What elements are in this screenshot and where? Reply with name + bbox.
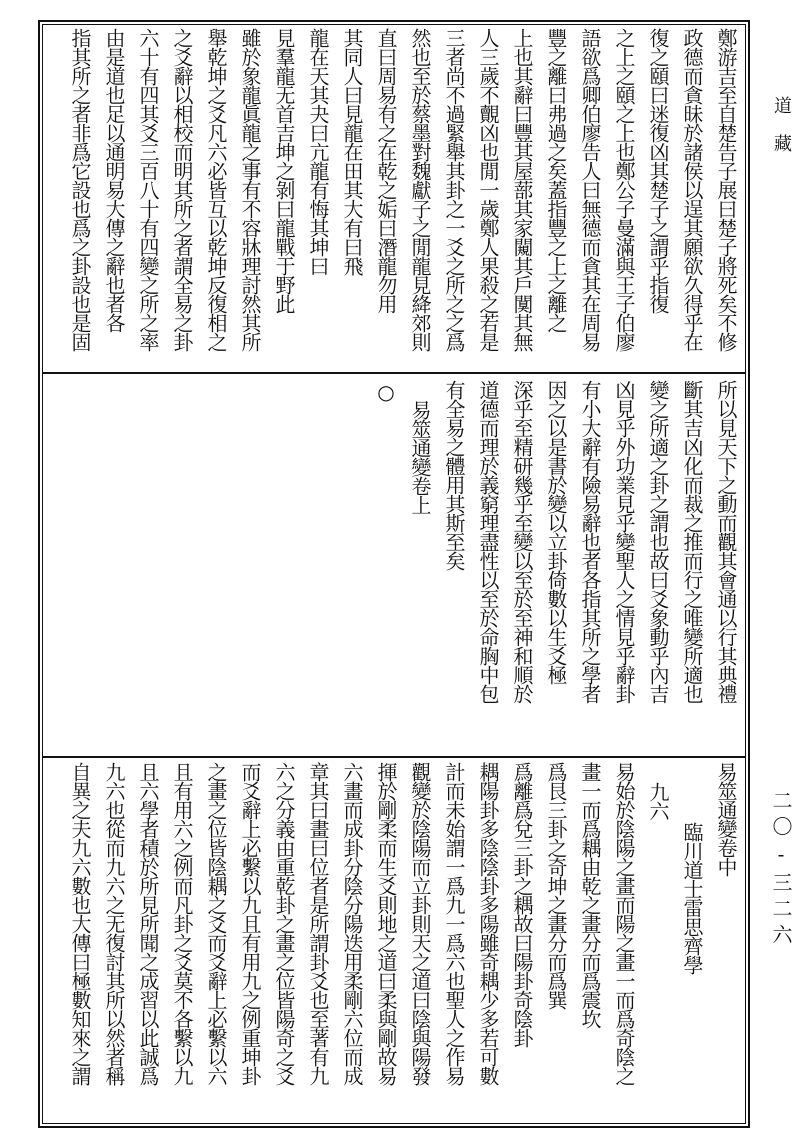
text-column: 指其所之者非爲它設也爲之卦設也是固	[68, 28, 92, 351]
text-column: 爲艮三卦之奇坤之畫分而爲巽	[544, 762, 568, 1009]
text-column: 九六也從而九六之无復討其所以然者稱	[102, 762, 126, 1085]
text-column: 斷其吉凶化而裁之推而行之唯變所適也	[680, 380, 704, 703]
text-column: 上也其辭曰豐其屋蔀其家闚其戶闃其無	[510, 28, 534, 351]
panel-divider	[42, 756, 746, 758]
text-column: 所以見天下之動而觀其會通以行其典禮	[714, 380, 738, 703]
text-column: 深乎至精研幾乎至變以至於至神和順於	[510, 380, 534, 703]
text-column: 變之所適之卦之謂也故曰爻象動乎內吉	[646, 380, 670, 703]
text-panel-top	[46, 28, 742, 368]
text-column: 觀變於陰陽而立卦則天之道曰陰與陽發	[408, 762, 432, 1085]
text-column: 計而未始謂一爲九一爲六也聖人之作易	[442, 762, 466, 1085]
text-column: 六畫而成卦分陰分陽迭用柔剛六位而成	[340, 762, 364, 1085]
text-column: 見羣龍无首吉坤之剝曰龍戰于野此	[272, 28, 296, 313]
text-column: 自異之夫九六數也大傳曰極數知來之謂	[68, 762, 92, 1085]
text-column: 之上之頤之上也鄭公子曼滿與王子伯廖	[612, 28, 636, 351]
text-panel-middle	[46, 380, 742, 752]
text-column: 鄭游吉至自楚告子展曰楚子將死矣不修	[714, 28, 738, 351]
text-column: 龍在天其夬曰亢龍有悔其坤曰	[306, 28, 330, 275]
text-column: 六十有四其爻三百八十有四變之所之率	[136, 28, 160, 351]
text-column: 直曰周易有之在乾之姤曰潛龍勿用	[374, 28, 398, 313]
text-column: 爲離爲兌三卦之耦故曰陽卦奇陰卦	[510, 762, 534, 1047]
text-column: 復之頤曰迷復凶其楚子之謂乎指復	[646, 28, 670, 313]
text-column: 之爻辭以相校而明其所之者謂全易之卦	[170, 28, 194, 351]
text-column: 章其曰畫曰位者是所謂卦爻也至著有九	[306, 762, 330, 1085]
text-column: 畫一而爲耦由乾之畫分而爲震坎	[578, 762, 602, 1028]
text-column: 然也至於蔡墨對魏獻子之閒龍見絳郊則	[408, 28, 432, 351]
text-column: 人三歲不覿凶也閒一歲鄭人果殺之若是	[476, 28, 500, 351]
text-column: 三者尚不過緊舉其卦之一爻之所之之爲	[442, 28, 466, 351]
text-column: 其同人曰見龍在田其大有曰飛	[340, 28, 364, 275]
text-column: 凶見乎外功業見乎變聖人之情見乎辭卦	[612, 380, 636, 703]
text-column: 舉乾坤之爻凡六必皆互以乾坤反復相之	[204, 28, 228, 351]
text-column: 因之以是書於變以立卦倚數以生爻極	[544, 380, 568, 684]
text-column: 且有用六之例而凡卦之爻莫不各繫以九	[170, 762, 194, 1085]
text-column: 而爻辭上必繫以九且有用九之例重坤卦	[238, 762, 262, 1085]
panel-divider	[42, 372, 746, 374]
volume-title: 易筮通變卷中	[714, 762, 738, 876]
text-panel-bottom	[46, 762, 742, 1122]
collection-title: 道藏	[771, 96, 792, 172]
text-column: 且六學者積於所見所聞之成習以此誠爲	[136, 762, 160, 1085]
text-column: 豐之離曰弗過之矣蓋指豐之上之離之	[544, 28, 568, 332]
volume-end-title: 易筮通變卷上	[408, 400, 432, 514]
text-column: 由是道也足以通明易大傳之辭也者各	[102, 28, 126, 332]
text-column: 道德而理於義窮理盡性以至於命胸中包	[476, 380, 500, 703]
text-column: 揮於剛柔而生爻則地之道曰柔與剛故易	[374, 762, 398, 1085]
text-column: 有小大辭有險易辭也者各指其所之學者	[578, 380, 602, 703]
text-column: 語欲爲卿伯廖告人曰無德而貪其在周易	[578, 28, 602, 351]
end-marker: ○	[374, 380, 398, 403]
text-column: 有全易之體用其斯至矣	[442, 380, 466, 570]
section-heading: 九六	[646, 782, 670, 820]
text-column: 耦陽卦多陰陰卦多陽雖奇耦少多若可數	[476, 762, 500, 1085]
text-column: 易始於陰陽之畫而陽之畫一而爲奇陰之	[612, 762, 636, 1085]
page-number: 二〇-三二六	[769, 790, 793, 950]
text-column: 雖於象龍眞龍之事有不容牀理討然其所	[238, 28, 262, 351]
text-column: 之畫之位皆陰耦之爻而爻辭上必繫以六	[204, 762, 228, 1085]
text-column: 政德而貪昧於諸侯以逞其願欲久得乎在	[680, 28, 704, 351]
author-line: 臨川道士雷思齊學	[680, 822, 704, 974]
text-column: 六之分義由重乾卦之畫之位皆陽奇之爻	[272, 762, 296, 1085]
